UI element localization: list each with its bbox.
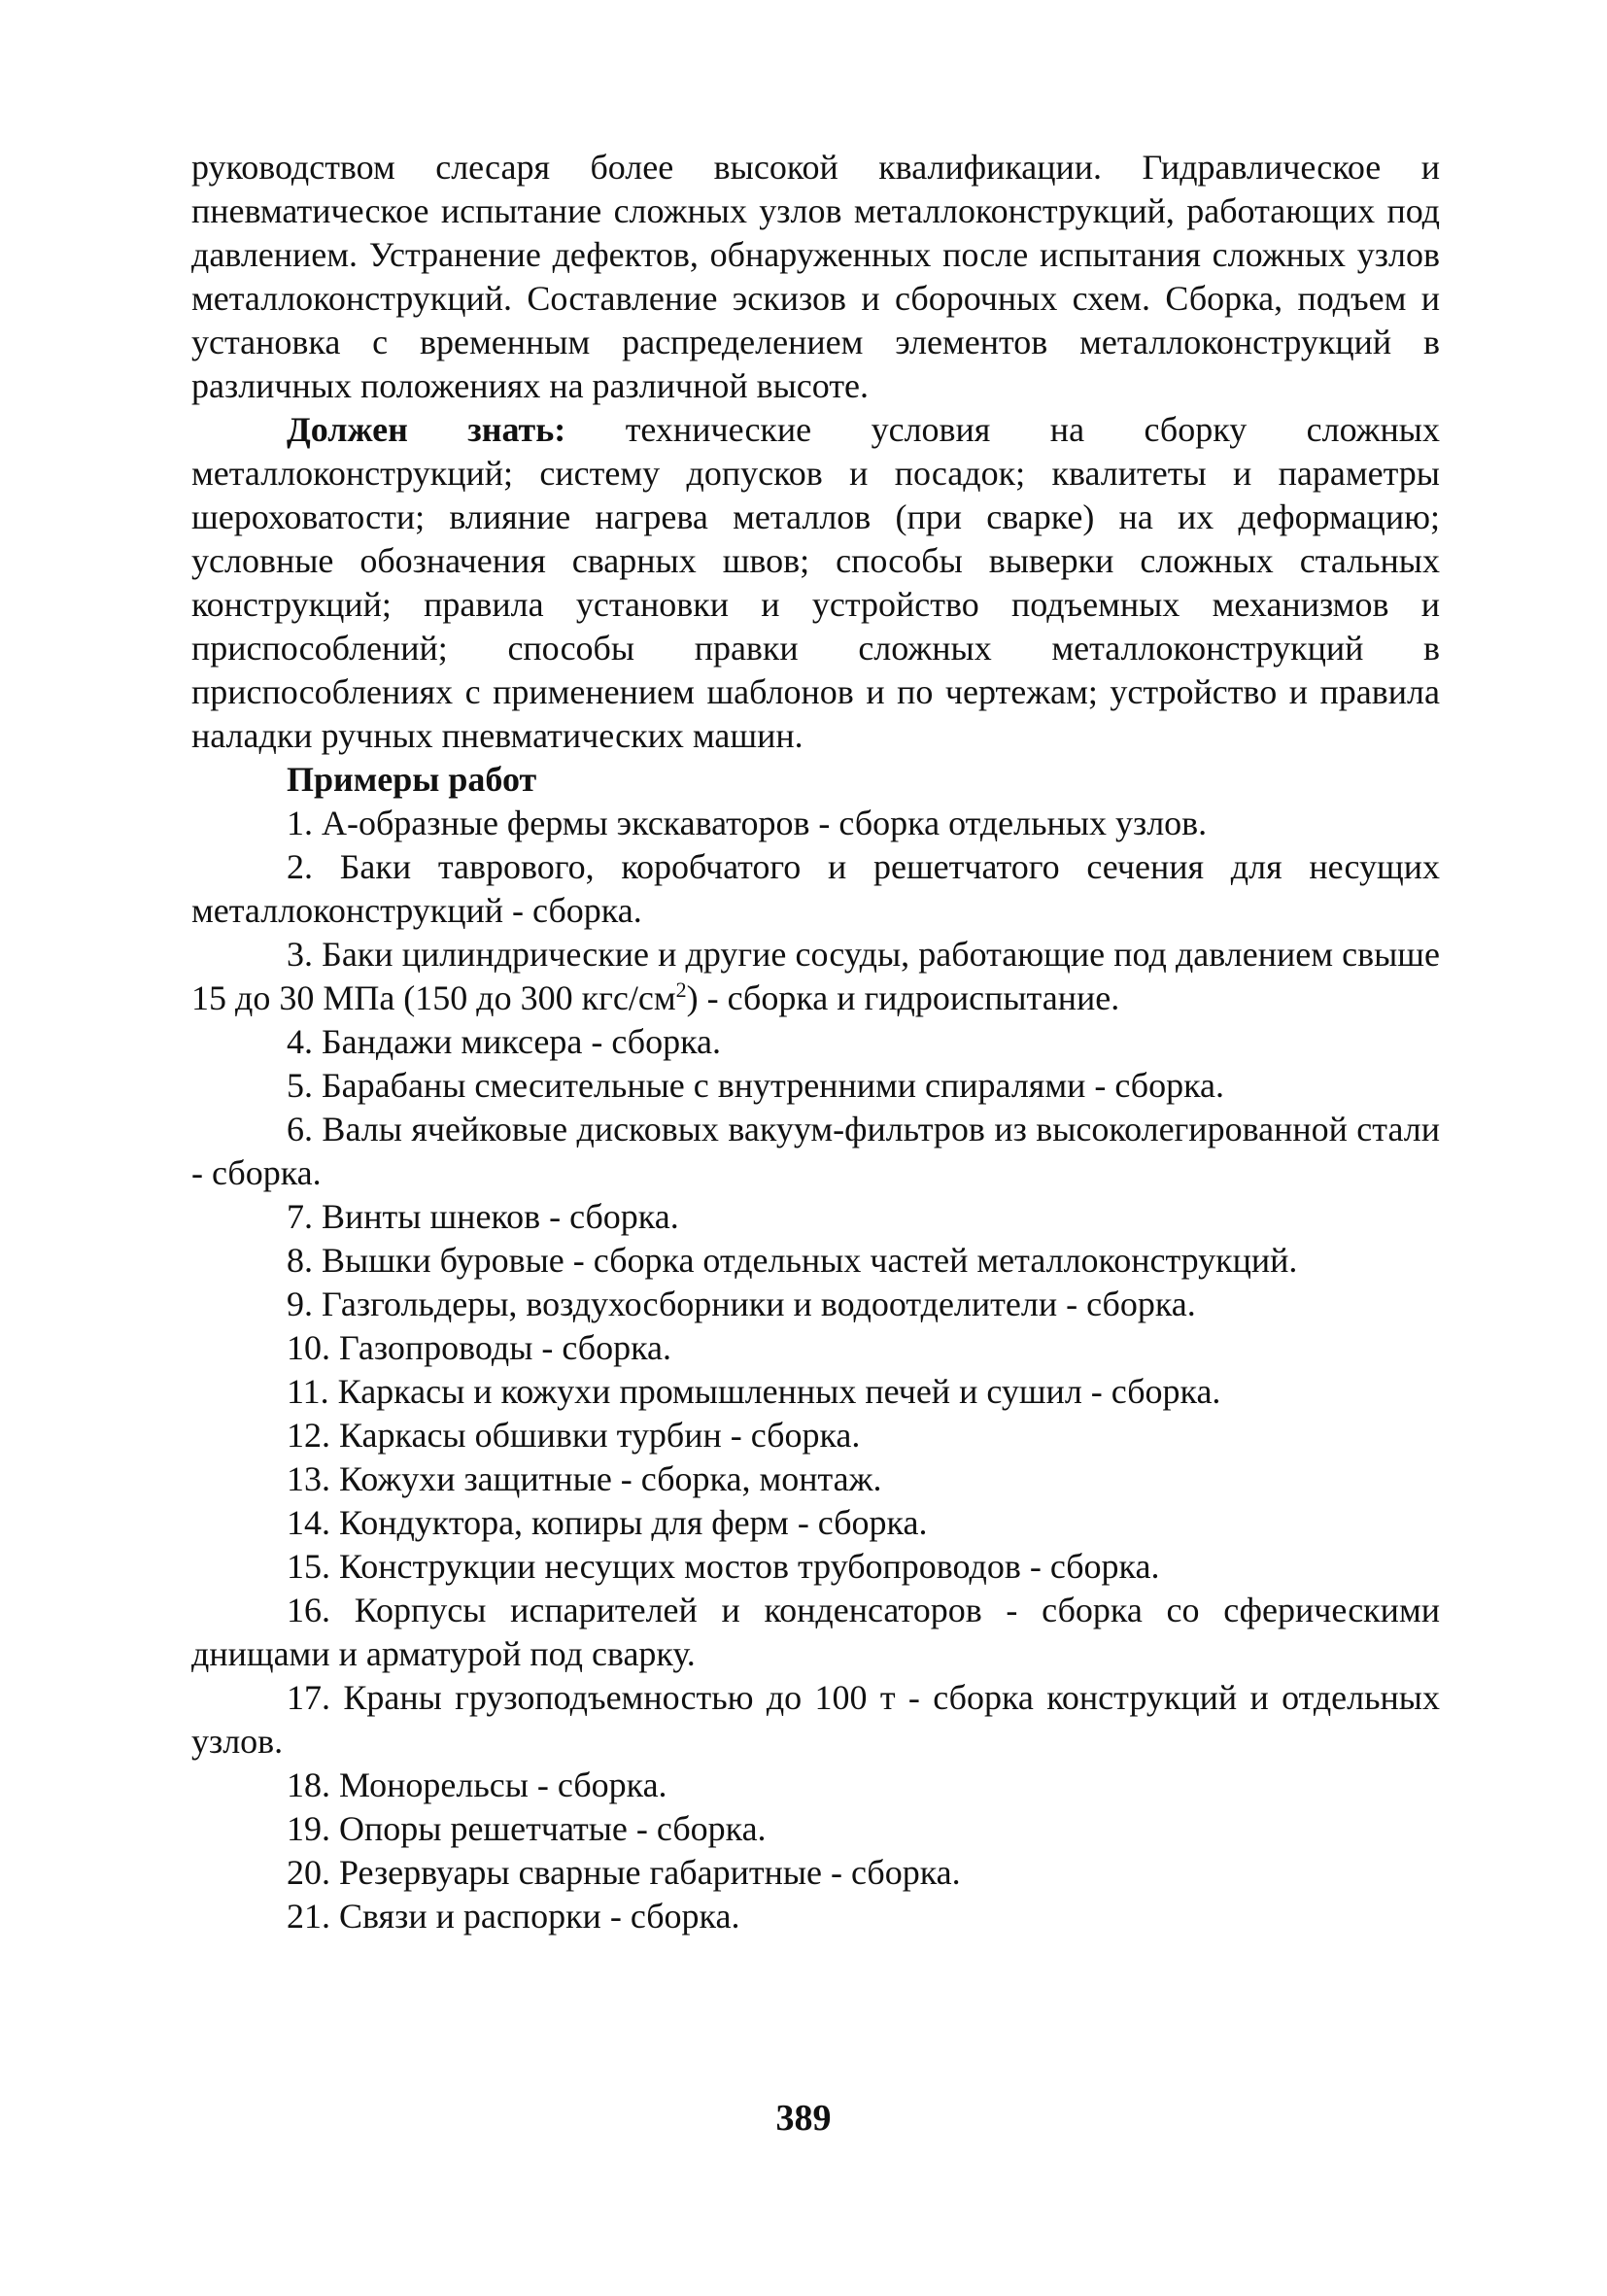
document-page <box>191 146 1440 1938</box>
examples-list <box>191 802 1440 1938</box>
list-item: 8. Вышки буровые - сборка отдельных частей металлоконструкций. <box>287 1241 1298 1280</box>
list-item: 10. Газопроводы - сборка. <box>287 1328 672 1367</box>
list-item: 1. А-образные фермы экскаваторов - сборка отдельных узлов. <box>287 804 1208 842</box>
list-item: 16. Корпусы испарителей и конденсаторов - сборка со сферическими днищами и арматурой под сварку. <box>191 1591 1440 1673</box>
examples-heading: Примеры работ <box>287 760 537 799</box>
list-item: 19. Опоры решетчатые - сборка. <box>287 1809 767 1848</box>
list-item <box>191 933 1440 1020</box>
superscript: 2 <box>675 977 687 1002</box>
list-item: 2. Баки таврового, коробчатого и решетчатого сечения для несущих металлоконструкций - сборка. <box>191 847 1440 930</box>
list-item: 20. Резервуары сварные габаритные - сборка. <box>287 1853 961 1892</box>
intro-paragraph: руководством слесаря более высокой квалификации. Гидравлическое и пневматическое испытание сложных узлов металлоконструкций, работающих под давлением. Устранение дефектов, обнаруженных после испытания сложных узлов металлоконструкций. Составление эскизов и сборочных схем. Сборка, подъем и установка с временным распределением элементов металлоконструкций в различных положениях на различной высоте. <box>191 148 1440 405</box>
list-item: 4. Бандажи миксера - сборка. <box>287 1022 722 1061</box>
list-item-text-end: ) - сборка и гидроиспытание. <box>686 978 1120 1017</box>
page-number: 389 <box>775 2098 832 2139</box>
list-item: 5. Барабаны смесительные с внутренними спиралями - сборка. <box>287 1066 1225 1105</box>
list-item: 13. Кожухи защитные - сборка, монтаж. <box>287 1459 882 1498</box>
list-item: 6. Валы ячейковые дисковых вакуум-фильтров из высоколегированной стали - сборка. <box>191 1110 1440 1192</box>
list-item: 7. Винты шнеков - сборка. <box>287 1197 679 1236</box>
list-item: 9. Газгольдеры, воздухосборники и водоотделители - сборка. <box>287 1285 1196 1323</box>
list-item: 21. Связи и распорки - сборка. <box>287 1897 740 1936</box>
list-item: 12. Каркасы обшивки турбин - сборка. <box>287 1416 861 1455</box>
knowledge-paragraph <box>191 408 1440 758</box>
list-item-text: 3. Баки цилиндрические и другие сосуды, работающие под давлением свыше 15 до 30 МПа (150 до 300 кгс/см <box>191 935 1440 1017</box>
list-item: 18. Монорельсы - сборка. <box>287 1765 667 1804</box>
list-item: 14. Кондуктора, копиры для ферм - сборка. <box>287 1503 928 1542</box>
list-item: 15. Конструкции несущих мостов трубопроводов - сборка. <box>287 1547 1160 1586</box>
list-item: 17. Краны грузоподъемностью до 100 т - сборка конструкций и отдельных узлов. <box>191 1678 1440 1761</box>
list-item: 11. Каркасы и кожухи промышленных печей и сушил - сборка. <box>287 1372 1221 1411</box>
knowledge-text: технические условия на сборку сложных металлоконструкций; систему допусков и посадок; квалитеты и параметры шероховатости; влияние нагрева металлов (при сварке) на их деформацию; условные обозначения сварных швов; способы выверки сложных стальных конструкций; правила установки и устройство подъемных механизмов и приспособлений; способы правки сложных металлоконструкций в приспособлениях с применением шаблонов и по чертежам; устройство и правила наладки ручных пневматических машин. <box>191 410 1440 755</box>
knowledge-lead: Должен знать: <box>287 410 566 449</box>
